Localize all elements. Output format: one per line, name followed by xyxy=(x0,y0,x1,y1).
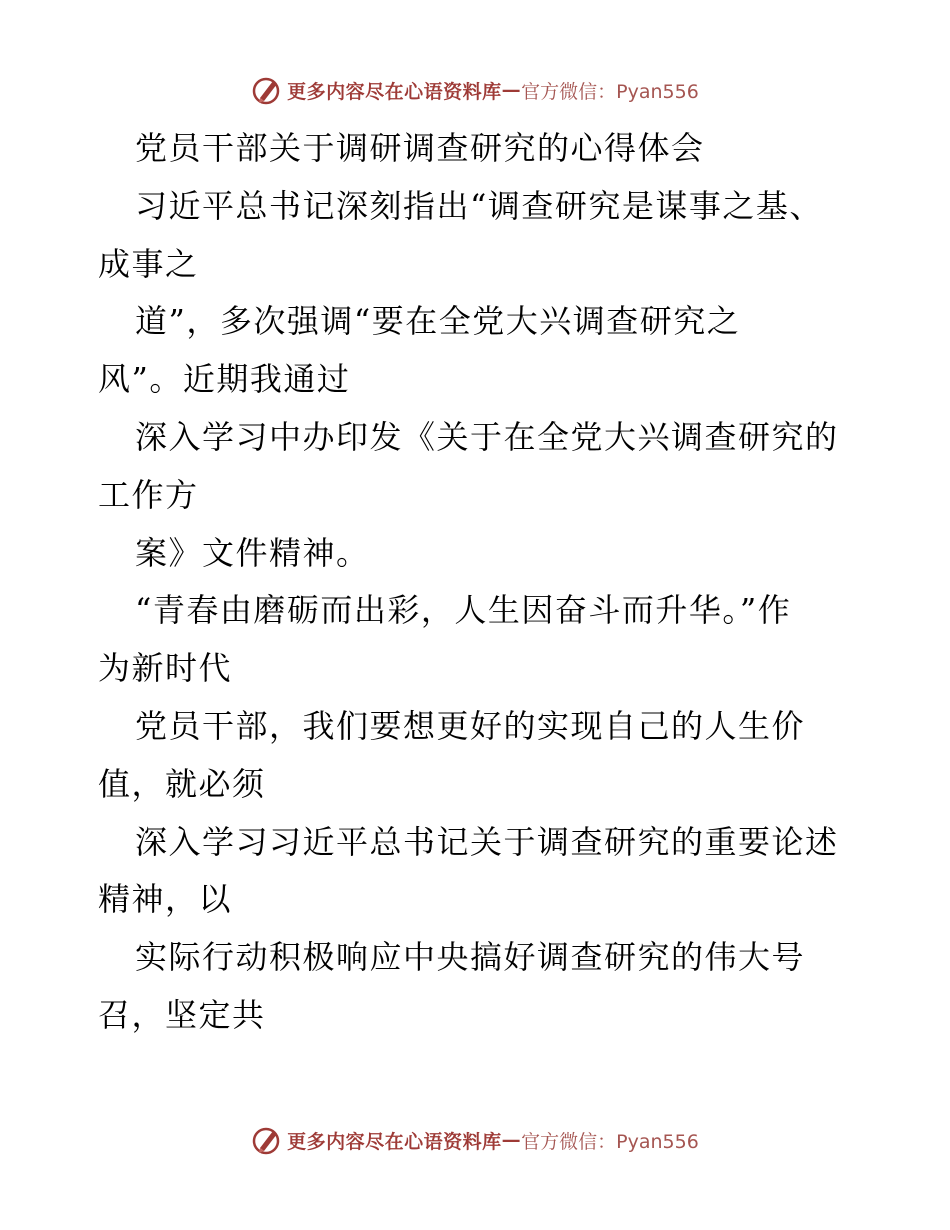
paragraph-line: 为新时代 xyxy=(98,649,233,688)
paragraph-line: 实际行动积极响应中央搞好调查研究的伟大号 xyxy=(135,938,806,977)
paragraph-line: 习近平总书记深刻指出“调查研究是谋事之基、 xyxy=(135,186,823,225)
document-body xyxy=(98,120,858,1045)
paragraph-line: 风”。近期我通过 xyxy=(98,360,351,399)
watermark-wechat-text: 官方微信：Pyan556 xyxy=(521,1130,699,1153)
watermark-dash: — xyxy=(501,79,522,101)
paragraph-line: 精神，以 xyxy=(98,880,233,919)
header-watermark xyxy=(0,70,950,110)
paragraph-line: “青春由磨砺而出彩，人生因奋斗而升华。”作 xyxy=(135,591,792,630)
pen-in-circle-icon xyxy=(251,1124,283,1156)
document-title: 党员干部关于调研调查研究的心得体会 xyxy=(135,129,705,167)
paragraph-line: 案》文件精神。 xyxy=(135,533,370,572)
paragraph-line: 召，坚定共 xyxy=(98,995,266,1034)
watermark-site-text: 更多内容尽在心语资料库 xyxy=(287,1130,502,1153)
watermark-site-text: 更多内容尽在心语资料库 xyxy=(287,80,502,103)
paragraph-line: 党员干部，我们要想更好的实现自己的人生价 xyxy=(135,706,806,745)
footer-watermark xyxy=(0,1120,950,1160)
watermark-dash: — xyxy=(501,1129,522,1151)
paragraph-line: 成事之 xyxy=(98,244,199,283)
watermark-wechat-text: 官方微信：Pyan556 xyxy=(521,80,699,103)
paragraph-line: 值，就必须 xyxy=(98,764,266,803)
pen-in-circle-icon xyxy=(251,74,283,106)
paragraph-line: 工作方 xyxy=(98,475,199,514)
paragraph-line: 深入学习习近平总书记关于调查研究的重要论述 xyxy=(135,822,839,861)
paragraph-line: 深入学习中办印发《关于在全党大兴调查研究的 xyxy=(135,417,839,456)
paragraph-line: 道”，多次强调“要在全党大兴调查研究之 xyxy=(135,302,741,341)
